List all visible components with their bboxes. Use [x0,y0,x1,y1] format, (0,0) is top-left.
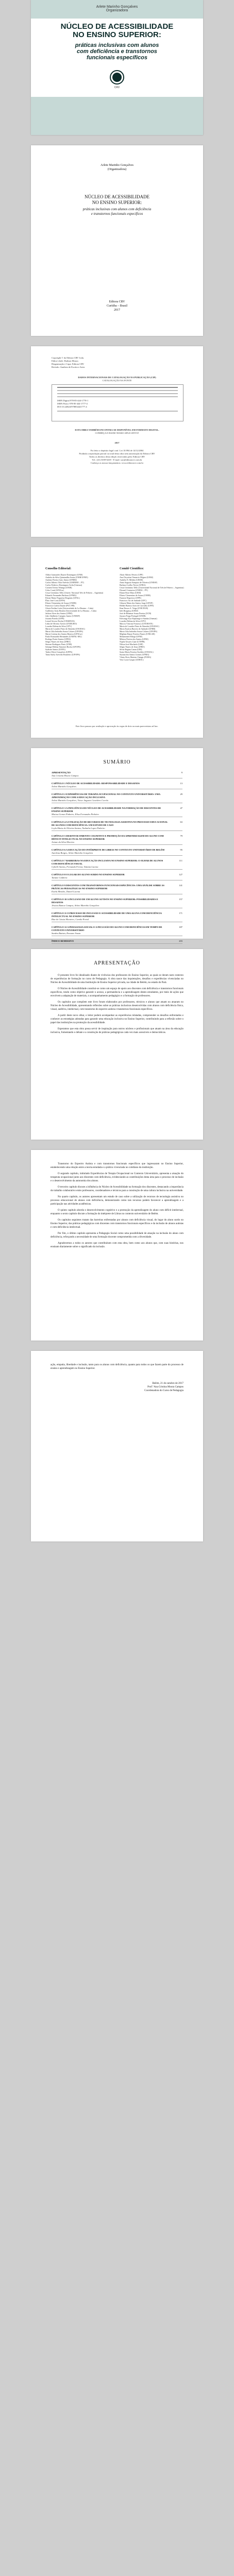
board-member: Nilson José Machado (USP) [120,643,143,646]
toc-entry-page: 157 [179,898,182,901]
closing-body [51,1363,183,1373]
toc-entry-author: Ariane da Silva Moreira [52,841,74,843]
toc-entry-author: Aurelena Borges, Arlete Marinho Gonçalves [52,852,93,854]
presentation-body [51,974,183,1037]
toc-entry [52,821,182,831]
toc-entry-page: 111 [179,859,182,862]
board-member: Mônica Pereira dos Santos (UFRJ) [120,638,148,640]
toc-entry-page: 13 [180,782,182,785]
half-title-title [31,194,203,206]
toc-entry-caption [52,912,182,918]
editorial-council-list [45,573,118,656]
board-member: Maria de Lourdes Pinto de Almeida (UNOESC) [45,628,85,630]
board-member: Marcos Vinicius Francisco (UNOESTE) [120,622,153,625]
presentation-heading: APRESENTAÇÃO [93,960,141,966]
toc-entry [52,898,182,908]
board-member: João Adalberto Campato Junior (UNESP) [45,615,80,617]
board-member: Cesar Gerónimo Tello (Universidad Nacional de Três de Febrero – Argentina) [120,586,184,589]
presentation-paragraph: A partir deste novo olhar, o leitor poderá acompanhar as experiências relatadas, compreender os desafios enfrentados e conhecer as estratégias adotadas para garantir uma educação inclusiva no Ensino Superior, contribuindo para a reflexão sobre o papel das instituições na promoção da acessibilidade. [51,1014,183,1024]
continuation-paragraph: O terceiro capítulo discute a influência do Núcleo de Acessibilidade na formação dos discentes, destacando a importância do trabalho colaborativo entre professores, coordenadores e técnicos para a construção de uma cultura inclusiva na universidade. [51,1186,183,1192]
summary-page [31,748,203,942]
toc-entry-title: CAPÍTULO 12 A PEDAGOGIA SOCIAL E A INCLUSÃO DO ALUNO COM DEFICIÊNCIA EM TEMPO DE CONTEXTO UNIVERSITÁRIO [52,926,162,931]
board-member: Antônio Pereira Gaio Júnior (UFRRJ) [45,579,77,581]
toc-entry-title: CAPÍTULO 2 EXPERIÊNCIAS DE TERAPIA OCUPACIONAL NO CONTEXTO UNIVERSITÁRIO: UMA APROXIMAÇÃO COM A EDUCAÇÃO INCLUSIVA [52,793,160,799]
contact-line: Tel.: (41) 3039-6418 - E-mail: sac@editoracrv.com.br [92,459,142,461]
toc-entry-page: 187 [179,926,182,928]
rights-block [31,449,203,465]
toc-entry-divider [52,844,182,845]
board-member: Jussara Fraga Portugal (UNEB) [120,615,146,617]
publisher-logo-icon [109,70,125,85]
board-member: Maria de Lourdes Pinto de Almeida (UNOESC) [120,625,159,628]
toc-entry-author: Arlete Marinho Gonçalves [52,785,76,788]
toc-entry [52,884,182,894]
toc-entry-title: CAPÍTULO 1 NÚCLEO DE ACESSIBILIDADE: RESPONSABILIDADE E DESAFIOS [52,782,140,785]
toc-entry-divider [52,855,182,856]
scientific-committee-list [120,573,192,661]
signature-name: Prof.ª Ana Cristina Moura Campos [147,1386,183,1388]
toc-entry [52,873,182,880]
cover-author-role: Organizadora [106,9,128,12]
board-member: Maria Lília Imbiriba Sousa Colares (UFOPA) [120,630,158,633]
board-member: Solange Helena Ximenes-Rocha (UFOPA) [45,646,81,648]
cover-subtitle [52,42,182,61]
board-member: Simone Rodrigues Pinto (UNB) [45,643,72,646]
toc-entry-page: 79 [180,835,182,837]
board-member: Cesar Gerónimo Tello (Univer. Nacional Três de Febrero – Argentina) [45,591,104,594]
toc-entry-caption [52,835,182,841]
board-member: Sérgio Nunes de Jesus (IFRO) [45,640,71,643]
closing-paragraph: ação, empatia, liberdade e inclusão, tanto para os alunos com deficiência, quanto para todos os que fazem parte do processo de ensino e aprendizagem no Ensino Superior. [51,1364,183,1370]
board-member: Gláucia Maria dos Santos Jorge (UFOP) [120,602,153,604]
board-member: Lourdes Helena da Silva (UFV) [45,625,72,628]
continuation-paragraph: Agradecemos a todos os autores que contribuíram com esta obra, bem como aos alunos que, com suas histórias, nos ensinam diariamente sobre o significado da inclusão. [51,1242,183,1248]
board-member: Gloria Fariñas León (Universidade de La Havana – Cuba) [45,607,93,609]
toc-entry-page: 47 [180,807,182,809]
toc-entry-author: Ana Cristina Moura Campos [52,774,79,777]
board-member: Maria Eurácia Barreto de Andrade (UFRB) [120,628,156,630]
board-member: Rodrigo Pratte-Santos (UFES) [45,638,71,640]
board-member: Aldira Guimarães Duarte Domínguez (UNB) [45,573,83,576]
cover-title-line: NÚCLEO DE ACESSIBILIDADE [60,22,174,31]
toc-entry [52,835,182,845]
half-title-author [31,163,203,172]
isbn-print: ISBN Físico 978-85-444-1777-4 [57,402,88,405]
toc-entry [52,912,182,922]
board-member: Eliane Rose Maio (UEM) [120,591,141,594]
board-member: Sonia Maria Ferreira Koehler (UNISAL) [120,651,154,653]
editorial-council [45,568,118,656]
toc-entry [52,807,182,817]
subtitle-line: e transtornos funcionais específicos [91,212,143,216]
board-member: Eduardo Fernandes Barbosa (UFMG) [45,594,77,597]
signature-role: Coordenadora do Curso de Pedagogia [144,1389,183,1392]
toc-entry-page: 141 [179,884,182,887]
toc-entry-page: 95 [180,849,182,851]
cover-subtitle-line: práticas inclusivas com alunos [75,42,159,48]
toc-entry-author: Cybelle Santos, Fernanda Ferraz, Tatiana Lucena [52,866,98,868]
toc-entry-author: Marisa Gomes Pinheiro, Elisa Fernandes Pinheiro [52,813,99,816]
editor-line: Editor-chefe: Railson Moura [52,360,78,362]
board-member: Vera Lucia Gaspar (UDESC) [120,658,144,661]
toc-entry [52,859,182,870]
board-member: Tania Suely Azevedo Brasileiro (UFOPA) [45,653,80,656]
publisher-logo-label: CRV [114,86,120,89]
toc-entry-title: CAPÍTULO 6 A EDUCAÇÃO DO INTÉRPRETE DE LIBRAS NO CONTEXTO UNIVERSITÁRIO DE BELÉM [52,849,164,851]
toc-entry-page: 9 [181,771,182,774]
revision-line: Revisão: Analista de Escrita e Artes [52,366,85,368]
board-member: Celso Conti (UFSCar) [45,589,64,591]
toc-entry-title: CAPÍTULO 9 DISCENTES COM TRANSTORNOS FUNCIONAIS ESPECÍFICOS: UMA ANÁLISE SOBRE AS PRÁTICAS PEDAGÓGICAS NO ENSINO SUPERIOR [52,884,164,890]
toc-entry-caption [52,793,182,799]
board-member: Elione Maria Nogueira Diogenes (UFAL) [45,597,80,599]
continuation-paragraph: O quinto capítulo aborda o desenvolvimento cognitivo e a promoção da aprendizagem do aluno com déficit intelectual, enquanto o sexto capítulo discute a formação do intérprete de Libras no contexto universitário de Belém. [51,1209,183,1215]
publisher-place: Curitiba – Brasil [107,304,127,308]
board-member: Mohammed Elhajji (UFRJ) [120,635,142,638]
publisher-name: Editora CRV [109,300,125,303]
toc-entry-title: CAPÍTULO 7 BARREIRAS NA EDUCAÇÃO INCLUSIVA NO ENSINO SUPERIOR: O OLHAR DE ALUNOS COM DEFICIÊNCIA VISUAL [52,859,163,865]
board-member: Tadeu Oliver Gonçalves (UFPA) [45,651,73,653]
board-member: Helder Buenos Aires de Carvalho (UFPI) [120,604,154,607]
board-member: Carmen Tereza Velanga (UNIR) [45,586,72,589]
toc-entry-author: Leyla Maria de Oliveira Santos, Nathalia Lopes Pinheiro [52,827,105,829]
board-member: Carlos Alberto Vilar Estêvão (UMINHO – PT) [45,581,84,584]
toc-entry-caption [52,859,182,866]
toc-entry-page: 127 [179,873,182,876]
cover-title-line: NO ENSINO SUPERIOR: [73,30,161,39]
copyright-line: Copyright © da Editora CRV Ltda. [52,357,84,359]
presentation-closing-page [31,1351,203,1541]
board-member: Altair Alberto Fávero (UPF) [120,573,143,576]
board-member: Leonel Severo Rocha (UNISINOS) [45,620,75,622]
editorial-board-page [31,547,203,738]
board-member: Lídia de Oliveira Xavier (UNIEURO) [45,622,77,625]
board-member: Suzana dos Santos Gomes (UFMG) [120,653,149,656]
board-member: Elizeu Clementino de Souza (UNEB) [120,594,151,597]
place-date: Belém, 21 de outubro de 2017 [152,1382,183,1385]
toc-entry-caption [52,821,182,827]
board-member: Andréia da Silva Quintanilha Sousa (UNIR/UFRN) [45,576,88,579]
doi: DOI 10.24824/978854441777.4 [57,405,87,408]
board-member: Míghian Danae Ferreira Nunes (UNILAB) [120,633,155,635]
toc-entry [52,782,182,789]
continuation-paragraph: No quarto capítulo, os autores apresentam um estudo de caso sobre a utilização de recursos de tecnologia assistiva no processo educacional de alunos com deficiência, demonstrando como tais recursos podem favorecer a aprendizagem e a participação nas atividades acadêmicas. [51,1196,183,1206]
board-member: Carlos Federico Dominguez Avila (Unieuro) [45,584,82,586]
board-member: Elizeu Clementino de Souza (UNEB) [45,602,76,604]
website-line: Conheça os nossos lançamentos: www.editoracrv.com.br [90,462,144,464]
cover-bottom-band [31,97,203,135]
continuation-paragraph: Os capítulos seguintes tratam das barreiras enfrentadas por alunos com deficiência visual, do lugar do aluno surdo no Ensino Superior, das práticas pedagógicas com discentes com transtornos funcionais específicos e da inclusão de alunos autistas e com deficiência intelectual. [51,1219,183,1229]
cover-author [31,5,203,12]
toc-entry-title: APRESENTAÇÃO [52,771,71,774]
author-role: (Organizadora) [107,168,127,171]
continuation-paragraph: Transtorno do Espectro Autista e com transtornos funcionais específicos que ingressaram no Ensino Superior, estabelecendo uma relação entre a teoria estudada e a prática vivenciada no cotidiano da instituição. [51,1163,183,1169]
board-member: Maria Lília Imbiriba Sousa Colares (UFOPA) [45,630,83,633]
catalog-record-box [52,384,183,421]
presentation-paragraph: O presente livro foi idealizado diante de vivências dos professores do Ensino Superior, as quais se deram num contexto de experiências de formação no curso de Pedagogia. A obra nasce das inquietações, desafios e experiências vivenciadas no Núcleo de Acessibilidade de uma Instituição de Ensino Superior privada, na cidade de Belém, no estado do Pará. [51,974,183,984]
presentation-page [31,949,203,1140]
board-member: Anna Augusta Sampaio de Oliveira (UNESP) [120,581,157,584]
board-member: Guillermo Arias Beatón (Universidade de La Havana – Cuba) [45,609,96,612]
toc-entry-caption [52,884,182,890]
editorial-council-heading: Conselho Editorial: [45,567,72,570]
board-member: Ana Chrystina Venancio Mignot (UERJ) [120,576,154,579]
toc-entry-title: CAPÍTULO 3 A INFLUÊNCIA DO NÚCLEO DE ACESSIBILIDADE NA FORMAÇÃO DE DISCENTES DE ENSINO SUPERIOR [52,807,161,812]
peer-review-note: Este livro passou por avaliação e aprovação às cegas de dois ou mais pareceristas ad hoc. [75,725,159,727]
presentation-paragraph: O Núcleo de Acessibilidade constitui-se como um espaço de apoio aos discentes com deficiência e transtornos funcionais específicos, tendo como objetivo garantir o acesso, a permanência e a aprendizagem destes estudantes, por meio de ações que envolvem a adaptação de materiais, o acompanhamento pedagógico e a formação de professores. [51,988,183,997]
toc-entry-page: 203 [179,940,182,942]
edition-year: 2017 [114,442,120,444]
board-member: Inês Bragança (UERJ) [120,609,138,612]
toc-entry-title: CAPÍTULO 11 O PROCESSO DE INCLUSÃO E ACESSIBILIDADE DE UMA ALUNA COM DEFICIÊNCIA INTELECTUAL NO ENSINO SUPERIOR [52,912,162,918]
summary-heading: SUMÁRIO [103,759,131,765]
toc-entry-caption [52,940,182,943]
board-member: Maria Cristina dos Santos Bezerra (UFSCar) [45,633,82,635]
board-member: Sérgio Nunes de Jesus (IFRO) [120,646,145,648]
board-member: Najela Tavares Ujiie (UTFPR) [120,640,145,643]
title-line: NÚCLEO DE ACESSIBILIDADE [85,194,149,199]
toc-entry [52,926,182,936]
isbn-digital: ISBN Digital 978-85-444-1778-1 [57,399,89,402]
toc-entry-author: Sandra Batista, Roseane Souza [52,932,81,935]
board-member: Francisco Carlos Duarte (PUC-PR) [45,604,75,607]
presentation-continued-page [31,1150,203,1341]
cover-author-name: Arlete Marinho Gonçalves [96,5,138,9]
toc-entry-author: Jéssica Ramos Campos, Arlete Marinho Gonçalves [52,904,99,907]
presentation-paragraph: Os capítulos que compõem este livro foram elaborados por professores, técnicos e alunos que atuam ou atuaram no Núcleo de Acessibilidade, apresentando reflexões sobre as práticas inclusivas desenvolvidas com alunos com deficiência física, visual, auditiva, intelectual, com transtorno do espectro autista e transtornos funcionais específicos. [51,1001,183,1011]
toc-entry-author: Tatiane Caldeira [52,876,68,879]
board-member: Josania Portela (UFPI) [45,617,64,620]
half-title-subtitle [31,207,203,216]
toc-entry-caption [52,898,182,904]
board-member: Lourdes Helena da Silva (UFV) [120,620,146,622]
board-member: Élsio José Corá (UFFS) [45,599,65,602]
toc-entry [52,940,182,944]
table-of-contents [52,771,182,947]
cover-page [31,0,203,135]
toc-entry-caption [52,807,182,813]
toc-entry-title: CAPÍTULO 4 A UTILIZAÇÃO DE RECURSOS DE TECNOLOGIA ASSISTIVA NO PROCESSO EDUCACIONAL DE ALUNOS COM DEFICIÊNCIA: UM ESTUDO DE CASO [52,821,168,826]
cover-title [46,23,188,39]
board-member: Francisco Ari de Andrade (UFC) [120,599,147,602]
toc-entry-caption [52,926,182,932]
toc-entry-author: Arlete Marinho Gonçalves, Victor Augusto Cavaleiro Corrêa [52,799,109,802]
toc-entry-author: Estela Mendes, Daniel Lucena [52,890,80,893]
toc-entry-page: 29 [180,793,182,795]
toc-entry-author: Rita de Cássia Monteiro, Camila Portal [52,918,89,921]
board-member: Vânia Alves Martins Chaigar (FURG) [120,656,152,658]
half-title-publisher [31,300,203,312]
board-member: Paulo Romualdo Hernandes (UNIFAL-MG) [45,635,82,638]
subtitle-line: práticas inclusivas com alunos com deficiência [82,207,152,211]
continuation-paragraph: O segundo capítulo, intitulado Experiências de Terapia Ocupacional no Contexto Universitário, apresenta a atuação do terapeuta ocupacional junto aos discentes com deficiência, evidenciando as contribuições desta área para o processo de inclusão e o desenvolvimento da autonomia dos alunos. [51,1173,183,1182]
toc-entry-title: ÍNDICE REMISSIVO [52,940,74,942]
publisher-year: 2017 [114,309,120,312]
contact-line: Todos os direitos desta edição reservados pela: Editora CRV [89,455,145,458]
board-member: Diosnel Centurion (UNIDA – PY) [120,589,148,591]
rights-line: Proibida a reprodução parcial ou total desta obra sem autorização da Editora CRV [79,452,155,455]
board-member: Ilma Passos A. Veiga (UNICEUB) [120,607,148,609]
toc-entry-divider [52,943,182,944]
design-line: Diagramação e Capa: Editora CRV [52,363,85,365]
board-member: Kilwangy Kya Kapitango-a-Samba (Unemat) [120,617,157,620]
title-line: NO ENSINO SUPERIOR: [92,200,142,205]
digital-notice: ESTA OBRA TAMBÉM ENCONTRA-SE DISPONÍVEL EM FORMATO DIGITAL. [75,429,159,431]
toc-entry [52,771,182,778]
toc-entry-title: CAPÍTULO 10 A INCLUSÃO DE UM ALUNO AUTISTA NO ENSINO SUPERIOR: POSSIBILIDADES E DESAFIOS [52,898,158,904]
board-member: Fauston Negreiros (UFPI) [120,597,141,599]
toc-entry-page: 63 [180,821,182,823]
toc-entry-title: CAPÍTULO 5 DESENVOLVIMENTO COGNITIVO E PROMOÇÃO DA APRENDIZAGEM DO ALUNO COM DÉFICIT INTELECTUAL NO ENSINO SUPERIOR [52,835,164,840]
author-name: Arlete Marinho Gonçalves [101,164,133,167]
app-notice: CONHEÇA E BAIXE NOSSO APLICATIVO! [95,432,139,434]
board-member: Andréia N. Militão (UEMS) [120,579,143,581]
board-member: Barbara Coelho Neves (UFBA) [120,584,146,586]
cip-subtitle: CATALOGAÇÃO NA FONTE [102,379,132,382]
continuation-body [51,1162,183,1251]
board-member: Sydione Santos (UEPG) [45,648,65,651]
toc-entry-title: CAPÍTULO 8 O LUGAR DO ALUNO SURDO NO ENSINO SUPERIOR [52,873,125,876]
presentation-paragraph: Esperamos que esta obra possa servir de inspiração para outros núcleos e profissionais que atuam na área da educação inclusiva, fomentando o debate e a construção de práticas pedagógicas cada vez mais acessíveis e democráticas. [51,1028,183,1034]
cover-subtitle-line: com deficiência e transtornos [77,48,157,55]
scientific-committee [120,568,192,661]
cip-title: DADOS INTERNACIONAIS DE CATALOGAÇÃO NA PUBLICAÇÃO (CIP) [78,376,156,379]
board-member: José de Ribamar Sousa Pereira (UCB) [120,612,152,615]
toc-entry-divider [52,869,182,870]
scientific-committee-heading: Comitê Científico: [120,567,144,570]
rights-line: Foi feito o depósito legal conf. Lei 10.994 de 14/12/2004 [90,449,144,452]
toc-entry-page: 171 [179,912,182,914]
board-member: Jailson Alves dos Santos (UFRJ) [45,612,73,615]
toc-entry [52,793,182,803]
colophon-credits [52,357,182,369]
half-title-page [31,145,203,336]
colophon-page [31,346,203,537]
signature-block [144,1382,183,1393]
cover-subtitle-line: funcionais específicos [87,55,147,61]
board-member: Silvia Regina Canan (URI) [120,648,142,651]
toc-entry [52,849,182,856]
continuation-paragraph: Por fim, o último capítulo apresenta a Pedagogia Social como uma possibilidade de atuação na inclusão do aluno com deficiência, reforçando a necessidade de uma formação docente comprometida com a diversidade. [51,1232,183,1239]
